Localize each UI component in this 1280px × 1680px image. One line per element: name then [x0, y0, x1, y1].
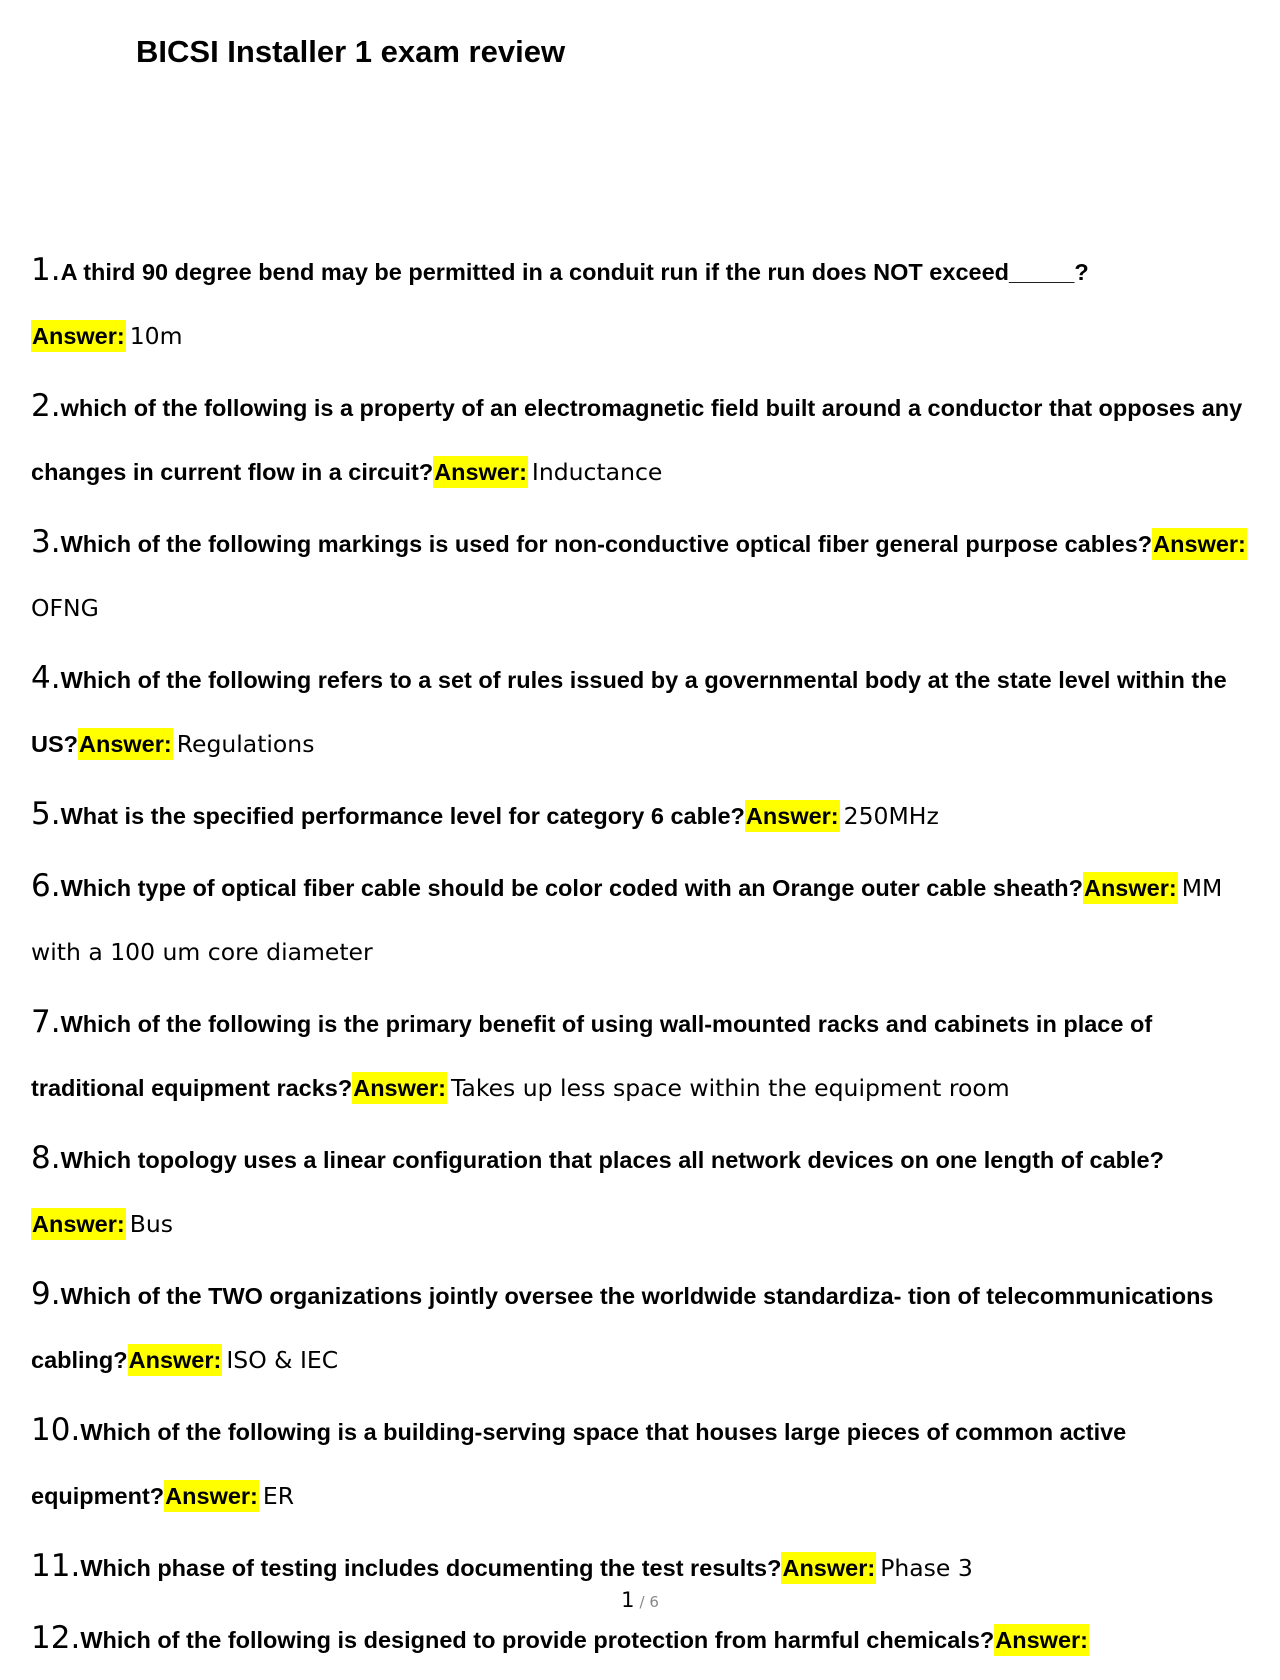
answer-label: Answer: [352, 1072, 447, 1104]
answer-text: 10m [129, 322, 183, 350]
total-pages: / 6 [639, 1593, 659, 1611]
answer-label: Answer: [781, 1552, 876, 1584]
answer-label: Answer: [994, 1624, 1089, 1656]
answer-text: Inductance [531, 458, 663, 486]
answer-text: ER [262, 1482, 295, 1510]
question-item [31, 1400, 1256, 1530]
question-text: which of the following is a property of an electromagnetic field built around a conductor that opposes any changes in current flow in a circuit? [31, 395, 1243, 485]
answer-text: ISO & IEC [226, 1346, 339, 1374]
answer-text: 250MHz [843, 802, 939, 830]
answer-label: Answer: [1083, 872, 1178, 904]
question-number: 6. [31, 868, 61, 904]
answer-label: Answer: [31, 1208, 126, 1240]
question-text: Which of the following is the primary benefit of using wall-mounted racks and cabinets in place of traditional equipment racks? [31, 1011, 1153, 1101]
question-number: 12. [31, 1620, 81, 1656]
answer-text: Bus [129, 1210, 173, 1238]
answer-text: Takes up less space within the equipment room [450, 1074, 1010, 1102]
question-text: Which of the following is designed to provide protection from harmful chemicals? [80, 1627, 995, 1653]
question-number: 9. [31, 1276, 61, 1312]
answer-label: Answer: [31, 320, 126, 352]
question-number: 5. [31, 796, 61, 832]
answer-text: OFNG [31, 594, 99, 622]
answer-text: Phase 3 [880, 1554, 973, 1582]
question-text: Which topology uses a linear configuration that places all network devices on one length of cable? [60, 1147, 1164, 1173]
question-text: A third 90 degree bend may be permitted in a conduit run if the run does NOT exceed_____? [60, 259, 1089, 285]
question-item [31, 648, 1256, 778]
answer-label: Answer: [745, 800, 840, 832]
question-list [31, 240, 1256, 1680]
question-text: Which of the following markings is used for non-conductive optical fiber general purpose cables? [60, 531, 1153, 557]
answer-text: Regulations [176, 730, 315, 758]
question-item [31, 1608, 1256, 1674]
question-item [31, 856, 1256, 986]
document-title: BICSI Installer 1 exam review [136, 34, 566, 69]
question-number: 10. [31, 1412, 81, 1448]
question-item [31, 1128, 1256, 1258]
question-item [31, 376, 1256, 506]
question-number: 1. [31, 252, 61, 288]
answer-text: MM with a 100 um core diameter [31, 874, 1223, 966]
current-page: 1 [621, 1588, 635, 1612]
question-text: What is the specified performance level for category 6 cable? [60, 803, 745, 829]
question-number: 2. [31, 388, 61, 424]
question-item [31, 992, 1256, 1122]
answer-label: Answer: [1152, 528, 1247, 560]
question-text: Which of the TWO organizations jointly oversee the worldwide standardiza- tion of telecommunications cabling? [31, 1283, 1214, 1373]
answer-label: Answer: [128, 1344, 223, 1376]
question-number: 3. [31, 524, 61, 560]
answer-label: Answer: [433, 456, 528, 488]
question-text: Which type of optical fiber cable should be color coded with an Orange outer cable sheath? [60, 875, 1083, 901]
question-number: 7. [31, 1004, 61, 1040]
question-text: Which of the following refers to a set of rules issued by a governmental body at the state level within the US? [31, 667, 1227, 757]
question-item [31, 240, 1256, 370]
question-number: 4. [31, 660, 61, 696]
question-item [31, 512, 1256, 642]
question-text: Which phase of testing includes documenting the test results? [80, 1555, 782, 1581]
question-text: Which of the following is a building-serving space that houses large pieces of common active equipment? [31, 1419, 1127, 1509]
question-number: 11. [31, 1548, 81, 1584]
page-indicator [0, 1588, 1280, 1612]
answer-label: Answer: [164, 1480, 259, 1512]
question-item [31, 784, 1256, 850]
question-item [31, 1264, 1256, 1394]
answer-label: Answer: [78, 728, 173, 760]
question-number: 8. [31, 1140, 61, 1176]
